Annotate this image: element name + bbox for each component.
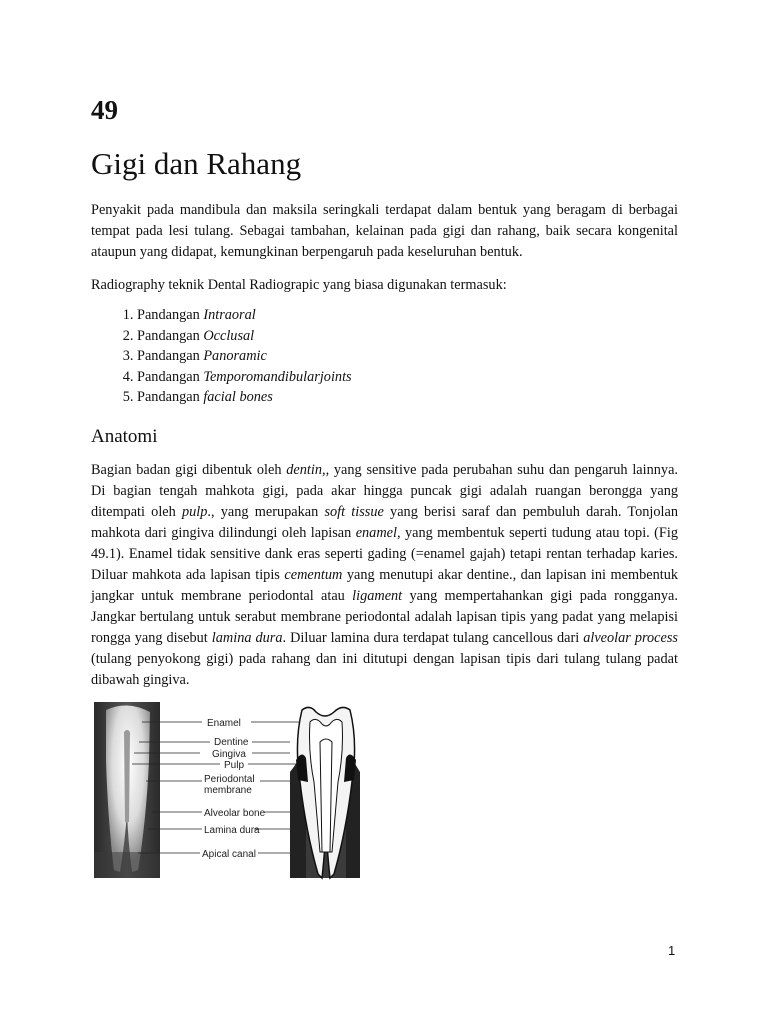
- anatomy-paragraph: Bagian badan gigi dibentuk oleh dentin,, yang sensitive pada perubahan suhu dan pengaruh lainnya. Di bagian tengah mahkota gigi, pada akar hingga puncak gigi adalah ruangan berongga yang ditempati oleh pulp., yang merupakan soft tissue yang berisi saraf dan pembuluh darah. Tonjolan mahkota dari gingiva dilindungi oleh lapisan enamel, yang membentuk seperti tudung atau topi. (Fig 49.1). Enamel tidak sensitive dank eras seperti gading (=enamel gajah) tetapi rentan terhadap karies. Diluar mahkota ada lapisan tipis cementum yang menutupi akar dentine., dan lapisan ini membentuk jangkar untuk membrane periodontal atau ligament yang mempertahankan gigi pada rongganya. Jangkar bertulang untuk serabut membrane periodontal adalah lapisan tipis yang padat yang melapisi rongga yang disebut lamina dura. Diluar lamina dura terdapat tulang cancellous dari alveolar process (tulang penyokong gigi) pada rahang dan ini ditutupi dengan lapisan tipis dari tulang tulang padat dibawah gingiva.: [91, 462, 679, 688]
- list-item: 5. Pandangan facial bones: [137, 387, 352, 408]
- tooth-radiograph-image: [94, 702, 160, 878]
- list-item: 3. Pandangan Panoramic: [137, 346, 352, 367]
- page-number: 1: [668, 943, 676, 958]
- label-lamina-dura: Lamina dura: [204, 825, 260, 836]
- label-periodontal-membrane: membrane: [204, 785, 252, 796]
- label-enamel: Enamel: [207, 718, 241, 729]
- intro-paragraph: Penyakit pada mandibula dan maksila seringkali terdapat dalam bentuk yang beragam di berbagai tempat pada lesi tulang. Sebagai tambahan, kelainan pada gigi dan rahang, baik secara kongenital ataupun yang didapat, kemungkinan berpengaruh pada keseluruhan bentuk.: [91, 202, 678, 260]
- chapter-number: 49: [91, 95, 118, 125]
- tooth-diagram-drawing: [290, 707, 360, 878]
- chapter-title: Gigi dan Rahang: [91, 146, 302, 181]
- label-pulp: Pulp: [224, 760, 245, 771]
- section-title-anatomi: Anatomi: [91, 426, 158, 447]
- tooth-anatomy-figure: [94, 702, 360, 882]
- label-gingiva: Gingiva: [212, 749, 246, 760]
- radiography-lead: Radiography teknik Dental Radiograpic yang biasa digunakan termasuk:: [91, 277, 507, 293]
- label-apical-canal: Apical canal: [202, 849, 256, 860]
- label-dentine: Dentine: [214, 737, 249, 748]
- list-item: 2. Pandangan Occlusal: [137, 326, 352, 347]
- label-alveolar-bone: Alveolar bone: [204, 808, 266, 819]
- list-item: 1. Pandangan Intraoral: [137, 305, 352, 326]
- list-item: 4. Pandangan Temporomandibularjoints: [137, 367, 352, 388]
- label-periodontal: Periodontal: [204, 774, 255, 785]
- radiography-views-list: [115, 305, 352, 408]
